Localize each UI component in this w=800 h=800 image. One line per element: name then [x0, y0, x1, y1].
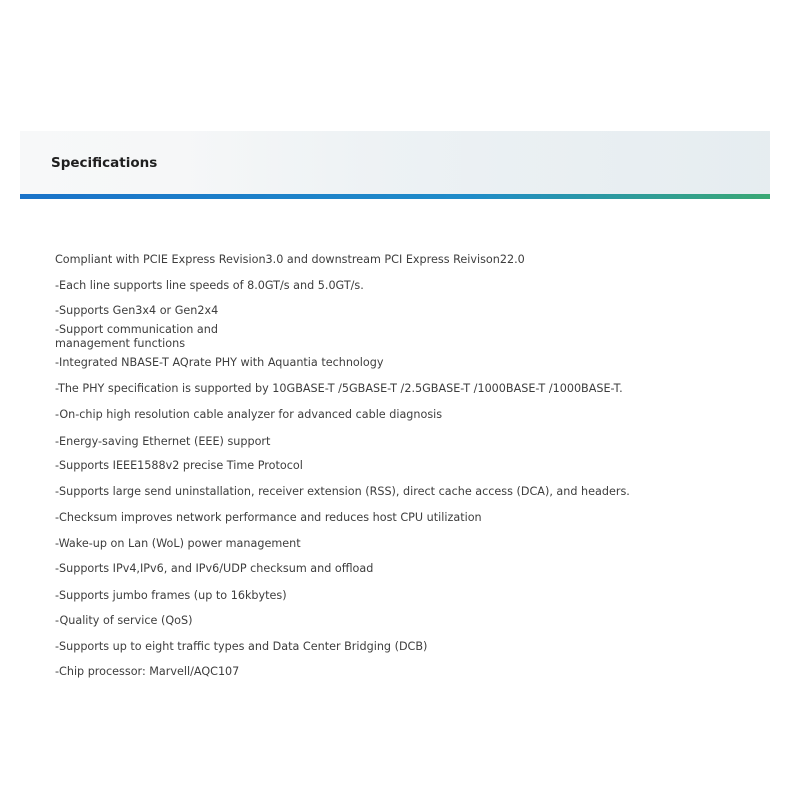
spec-item-eee: -Energy-saving Ethernet (EEE) support: [55, 435, 271, 448]
spec-item-rss-dca: -Supports large send uninstallation, receiver extension (RSS), direct cache access (DCA), and headers.: [55, 485, 630, 498]
specifications-header: [20, 131, 770, 194]
spec-item-phy: -Integrated NBASE-T AQrate PHY with Aquantia technology: [55, 356, 384, 369]
spec-item-ieee1588: -Supports IEEE1588v2 precise Time Protocol: [55, 459, 303, 472]
spec-item-line-speed: -Each line supports line speeds of 8.0GT/s and 5.0GT/s.: [55, 279, 364, 292]
spec-item-gen-support: -Supports Gen3x4 or Gen2x4: [55, 304, 219, 317]
spec-item-cable-analyzer: -On-chip high resolution cable analyzer for advanced cable diagnosis: [55, 408, 443, 421]
spec-item-ip-offload: -Supports IPv4,IPv6, and IPv6/UDP checksum and offload: [55, 562, 374, 575]
accent-divider: [20, 194, 770, 199]
spec-item-checksum: -Checksum improves network performance and reduces host CPU utilization: [55, 511, 482, 524]
spec-item-phy-spec: -The PHY specification is supported by 10GBASE-T /5GBASE-T /2.5GBASE-T /1000BASE-T /1000BASE-T.: [55, 382, 623, 395]
spec-item-jumbo-frames: -Supports jumbo frames (up to 16kbytes): [55, 589, 287, 602]
spec-item-management: -Support communication and management functions: [55, 323, 218, 350]
spec-item-dcb: -Supports up to eight traffic types and Data Center Bridging (DCB): [55, 640, 428, 653]
spec-item-chip-processor: -Chip processor: Marvell/AQC107: [55, 665, 240, 678]
section-title: Specifications: [51, 155, 158, 171]
spec-item-pcie-compliance: Compliant with PCIE Express Revision3.0 and downstream PCI Express Reivison22.0: [55, 253, 525, 266]
spec-item-qos: -Quality of service (QoS): [55, 614, 193, 627]
spec-item-wol: -Wake-up on Lan (WoL) power management: [55, 537, 301, 550]
